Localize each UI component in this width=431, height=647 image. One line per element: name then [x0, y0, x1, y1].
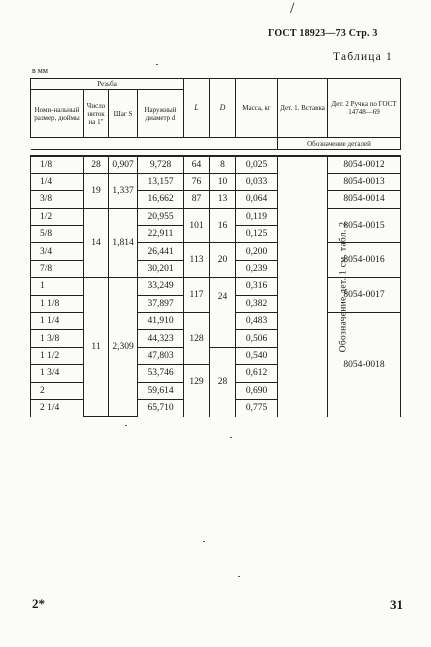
cell-diameter: 13,157 [138, 173, 184, 190]
cell-diameter: 59,614 [138, 382, 184, 399]
cell-threads: 11 [84, 278, 109, 417]
table-row [31, 156, 401, 173]
cell-diameter: 22,911 [138, 226, 184, 243]
ink-slash-mark: / [290, 0, 295, 17]
page-header: ГОСТ 18923—73 Стр. 3 [268, 28, 378, 39]
col-L: L [184, 79, 210, 138]
table-label: Таблица 1 [333, 51, 393, 63]
print-speck [156, 64, 158, 65]
cell-threads: 19 [84, 173, 109, 208]
cell-mass: 0,483 [236, 313, 278, 330]
cell-code: 8054-0013 [328, 173, 401, 190]
cell-L: 87 [184, 191, 210, 208]
vertical-note-cell [278, 156, 349, 417]
cell-L: 76 [184, 173, 210, 190]
cell-L: 64 [184, 156, 210, 173]
cell-D: 28 [210, 347, 236, 417]
cell-code: 8054-0017 [328, 278, 401, 313]
cell-size: 5/8 [31, 226, 84, 243]
cell-size: 1/4 [31, 173, 84, 190]
cell-D: 20 [210, 243, 236, 278]
cell-diameter: 41,910 [138, 313, 184, 330]
cell-pitch: 0,907 [109, 156, 138, 173]
cell-mass: 0,025 [236, 156, 278, 173]
col-part2: Дет. 2 Ручка по ГОСТ 14748—69 [328, 79, 401, 138]
vertical-note: Обозначение дет. 1 см. табл. 2 [338, 221, 349, 353]
cell-L: 113 [184, 243, 210, 278]
col-designation: Обозначение деталей [278, 138, 401, 150]
cell-diameter: 9,728 [138, 156, 184, 173]
cell-D: 16 [210, 208, 236, 243]
cell-size: 7/8 [31, 260, 84, 277]
cell-D: 13 [210, 191, 236, 208]
cell-D: 24 [210, 278, 236, 348]
cell-pitch: 2,309 [109, 278, 138, 417]
print-speck [125, 425, 127, 426]
cell-mass: 0,033 [236, 173, 278, 190]
cell-mass: 0,200 [236, 243, 278, 260]
cell-size: 3/4 [31, 243, 84, 260]
cell-mass: 0,775 [236, 399, 278, 416]
cell-diameter: 47,803 [138, 347, 184, 364]
cell-L: 117 [184, 278, 210, 313]
cell-size: 1 1/2 [31, 347, 84, 364]
col-part1: Дет. 1. Вставка [278, 79, 328, 138]
cell-diameter: 16,662 [138, 191, 184, 208]
cell-size: 1 1/4 [31, 313, 84, 330]
cell-size: 1/2 [31, 208, 84, 225]
cell-size: 3/8 [31, 191, 84, 208]
cell-mass: 0,119 [236, 208, 278, 225]
cell-L: 128 [184, 313, 210, 365]
cell-D: 8 [210, 156, 236, 173]
cell-mass: 0,540 [236, 347, 278, 364]
cell-diameter: 44,323 [138, 330, 184, 347]
cell-mass: 0,506 [236, 330, 278, 347]
cell-size: 1 3/4 [31, 365, 84, 382]
cell-diameter: 20,955 [138, 208, 184, 225]
units-note: в мм [32, 66, 48, 75]
cell-code: 8054-0016 [328, 243, 401, 278]
cell-size: 1 [31, 278, 84, 295]
cell-diameter: 26,441 [138, 243, 184, 260]
header-spacer [31, 138, 278, 150]
table-row [31, 173, 401, 190]
cell-diameter: 65,710 [138, 399, 184, 416]
col-mass: Масса, кг [236, 79, 278, 138]
print-speck [230, 437, 232, 438]
col-outer-diameter: Наружный диаметр d [138, 90, 184, 138]
col-D: D [210, 79, 236, 138]
cell-L: 101 [184, 208, 210, 243]
cell-mass: 0,612 [236, 365, 278, 382]
cell-mass: 0,382 [236, 295, 278, 312]
col-nominal: Номи-нальный размер, дюймы [31, 90, 84, 138]
cell-mass: 0,690 [236, 382, 278, 399]
cell-size: 2 [31, 382, 84, 399]
cell-diameter: 53,746 [138, 365, 184, 382]
cell-diameter: 30,201 [138, 260, 184, 277]
cell-threads: 14 [84, 208, 109, 278]
col-threads: Число ниток на 1" [84, 90, 109, 138]
cell-pitch: 1,814 [109, 208, 138, 278]
cell-D: 10 [210, 173, 236, 190]
cell-size: 2 1/4 [31, 399, 84, 416]
cell-size: 1 3/8 [31, 330, 84, 347]
cell-L: 129 [184, 365, 210, 417]
col-group-thread: Резьба [31, 79, 184, 90]
col-pitch: Шаг S [109, 90, 138, 138]
spec-table [30, 78, 401, 417]
cell-mass: 0,316 [236, 278, 278, 295]
cell-threads: 28 [84, 156, 109, 173]
cell-size: 1/8 [31, 156, 84, 173]
footer-left-mark: 2* [32, 596, 45, 611]
cell-code: 8054-0018 [328, 313, 401, 417]
cell-mass: 0,125 [236, 226, 278, 243]
cell-code: 8054-0015 [328, 208, 401, 243]
cell-pitch: 1,337 [109, 173, 138, 208]
cell-mass: 0,239 [236, 260, 278, 277]
cell-diameter: 37,897 [138, 295, 184, 312]
cell-size: 1 1/8 [31, 295, 84, 312]
cell-code: 8054-0012 [328, 156, 401, 173]
cell-diameter: 33,249 [138, 278, 184, 295]
cell-code: 8054-0014 [328, 191, 401, 208]
print-speck [238, 576, 240, 577]
print-speck [203, 541, 205, 542]
page-number: 31 [390, 597, 403, 612]
cell-mass: 0,064 [236, 191, 278, 208]
